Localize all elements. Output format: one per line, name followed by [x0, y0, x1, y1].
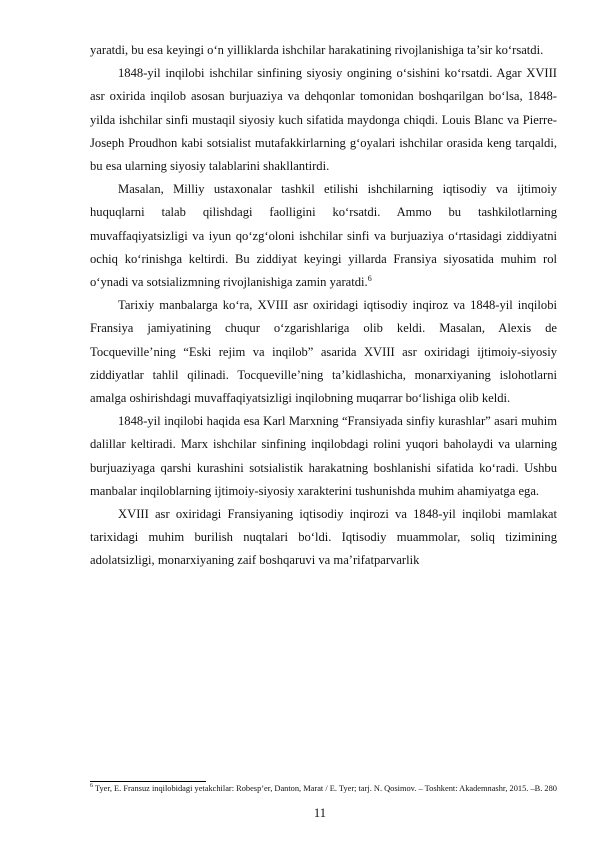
paragraph-4: Tarixiy manbalarga ko‘ra, XVIII asr oxiridagi iqtisodiy inqiroz va 1848-yil inqilobi Fransiya jamiyatining chuqur o‘zgarishlariga olib keldi. Masalan, Alexis de Tocqueville’ning “Eski rejim va inqilob” asarida XVIII asr oxiridagi ijtimoiy-siyosiy ziddiyatlar tahlil qilinadi. Tocqueville’ning ta’kidlashicha, monarxiyaning islohotlarni amalga oshirishdagi muvaffaqiyatsizligi inqilobning muqarrar bo‘lishiga olib keldi.: [90, 298, 557, 406]
paragraph-3: [90, 178, 557, 294]
paragraph-3-text: Masalan, Milliy ustaxonalar tashkil etilishi ishchilarning iqtisodiy va ijtimoiy huquqlarni talab qilishdagi faolligini ko‘rsatdi. Ammo bu tashkilotlarning muvaffaqiyatsizligi va iyun qo‘zg‘oloni ishchilar sinfi va burjuaziya o‘rtasidagi ziddiyatni ochiq ko‘rinishga keltirdi. Bu ziddiyat keyingi yillarda Fransiya siyosatida muhim rol o‘ynadi va sotsializmning rivojlanishiga zamin yaratdi.: [90, 182, 557, 290]
footnote-reference[interactable]: 6: [367, 273, 372, 283]
footnote-text: Tyer, E. Fransuz inqilobidagi yetakchilar: Robesp’er, Danton, Marat / E. Tyer; tarj. N. Qosimov. – Toshkent: Akademnashr, 2015. –B. 280: [94, 784, 557, 793]
page-number: 11: [313, 806, 327, 820]
footnote: [90, 783, 560, 794]
footnote-mark: 6: [90, 783, 93, 790]
paragraph-5: 1848-yil inqilobi haqida esa Karl Marxning “Fransiyada sinfiy kurashlar” asari muhim dalillar keltiradi. Marx ishchilar sinfining inqilobdagi rolini yuqori baholaydi va ularning burjuaziyaga qarshi kurashini sotsialistik harakatning boshlanishi sifatida ko‘radi. Ushbu manbalar inqiloblarning ijtimoiy-siyosiy xarakterini tushunishda muhim ahamiyatga ega.: [90, 414, 557, 498]
paragraph-2: 1848-yil inqilobi ishchilar sinfining siyosiy ongining o‘sishini ko‘rsatdi. Agar XVIII asr oxirida inqilob asosan burjuaziya va dehqonlar tomonidan boshqarilgan bo‘lsa, 1848-yilda ishchilar sinfi mustaqil siyosiy kuch sifatida maydonga chiqdi. Louis Blanc va Pierre-Joseph Proudhon kabi sotsialist mutafakkirlarning g‘oyalari ishchilar orasida keng tarqaldi, bu esa ularning siyosiy talablarini shakllantirdi.: [90, 66, 557, 174]
paragraph-1: yaratdi, bu esa keyingi o‘n yilliklarda ishchilar harakatining rivojlanishiga ta’sir ko‘rsatdi.: [90, 43, 544, 57]
footnote-divider: [90, 781, 206, 782]
page-body: [90, 39, 557, 573]
paragraph-6: XVIII asr oxiridagi Fransiyaning iqtisodiy inqirozi va 1848-yil inqilobi mamlakat tarixidagi muhim burilish nuqtalari bo‘ldi. Iqtisodiy muammolar, soliq tizimining adolatsizligi, monarxiyaning zaif boshqaruvi va ma’rifatparvarlik: [90, 507, 557, 568]
